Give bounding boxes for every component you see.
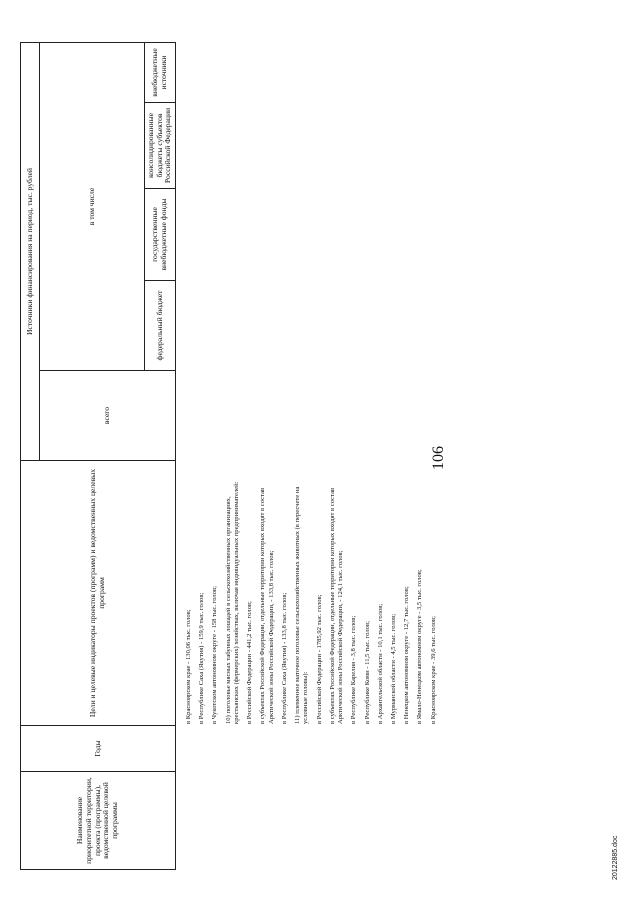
list-item: в Красноярском крае - 39,6 тыс. голов;	[429, 616, 437, 724]
header-federal: федеральный бюджет	[144, 281, 175, 371]
page-number: 106	[430, 446, 447, 470]
list-item: 10) поголовье мясных табунных лошадей в сельскохозяйственных организациях, крестьянских (фермерских) хозяйствах, включая индивидуальных предпринимателей:	[224, 481, 240, 724]
list-item: в Ненецком автономном округе - 12,7 тыс. голов;	[403, 586, 411, 724]
list-item: в Ямало-Ненецком автономном округе - 3,5 тыс. голов;	[416, 569, 424, 724]
header-sources: Источники финансирования на период, тыс. рублей	[21, 43, 40, 461]
header-total: всего	[40, 371, 176, 461]
header-extra: внебюджетные источники	[144, 43, 175, 103]
list-item: в Республике Саха (Якутия) - 133,8 тыс. голов;	[280, 592, 288, 724]
list-item: в Мурманской области - 4,5 тыс. голов;	[389, 613, 397, 724]
header-budgets: консолидированные бюджеты субъектов Российской Федерации	[144, 103, 175, 189]
header-including: в том числе	[40, 43, 145, 371]
financing-table	[20, 42, 176, 870]
list-item: в субъектах Российской Федерации, отдельные территории которых входят в состав Арктической зоны Российской Федерации, - 133,8 тыс. голов;	[259, 487, 275, 724]
header-funds: государственные внебюджетные фонды	[144, 189, 175, 281]
document-page	[20, 20, 620, 880]
list-item: в Республике Карелия - 3,8 тыс. голов;	[350, 615, 358, 724]
file-name-footer: 20122885.doc	[612, 835, 619, 880]
list-item: в Республике Коми - 11,5 тыс. голов;	[363, 621, 371, 724]
header-goals: Цели и целевые индикаторы проектов (программ) и ведомственных целевых программ	[21, 461, 176, 726]
list-item: в Российской Федерации - 1785,92 тыс. голов;	[315, 594, 323, 724]
list-item: в Архангельской области - 10,1 тыс. голов;	[376, 603, 384, 724]
header-years: Годы	[21, 726, 176, 772]
header-name: Наименование приоритетной территории, проекта (программы), ведомственной целевой программы	[21, 772, 176, 870]
list-item: в субъектах Российской Федерации, отдельные территории которых входят в состав Арктической зоны Российской Федерации, - 124,1 тыс. голов;	[328, 487, 345, 724]
goals-list	[185, 459, 443, 724]
list-item: 11) племенное маточное поголовье сельскохозяйственных животных (в пересчете на условные головы):	[294, 486, 310, 724]
list-item: в Республике Саха (Якутия) - 159,9 тыс. голов;	[198, 592, 206, 724]
list-item: в Российской Федерации - 441,2 тыс. голов;	[246, 601, 254, 724]
header-row-1	[21, 43, 40, 870]
list-item: в Чукотском автономном округе - 158 тыс. голов;	[211, 586, 219, 724]
list-item: в Красноярском крае - 130,06 тыс. голов;	[185, 609, 192, 724]
